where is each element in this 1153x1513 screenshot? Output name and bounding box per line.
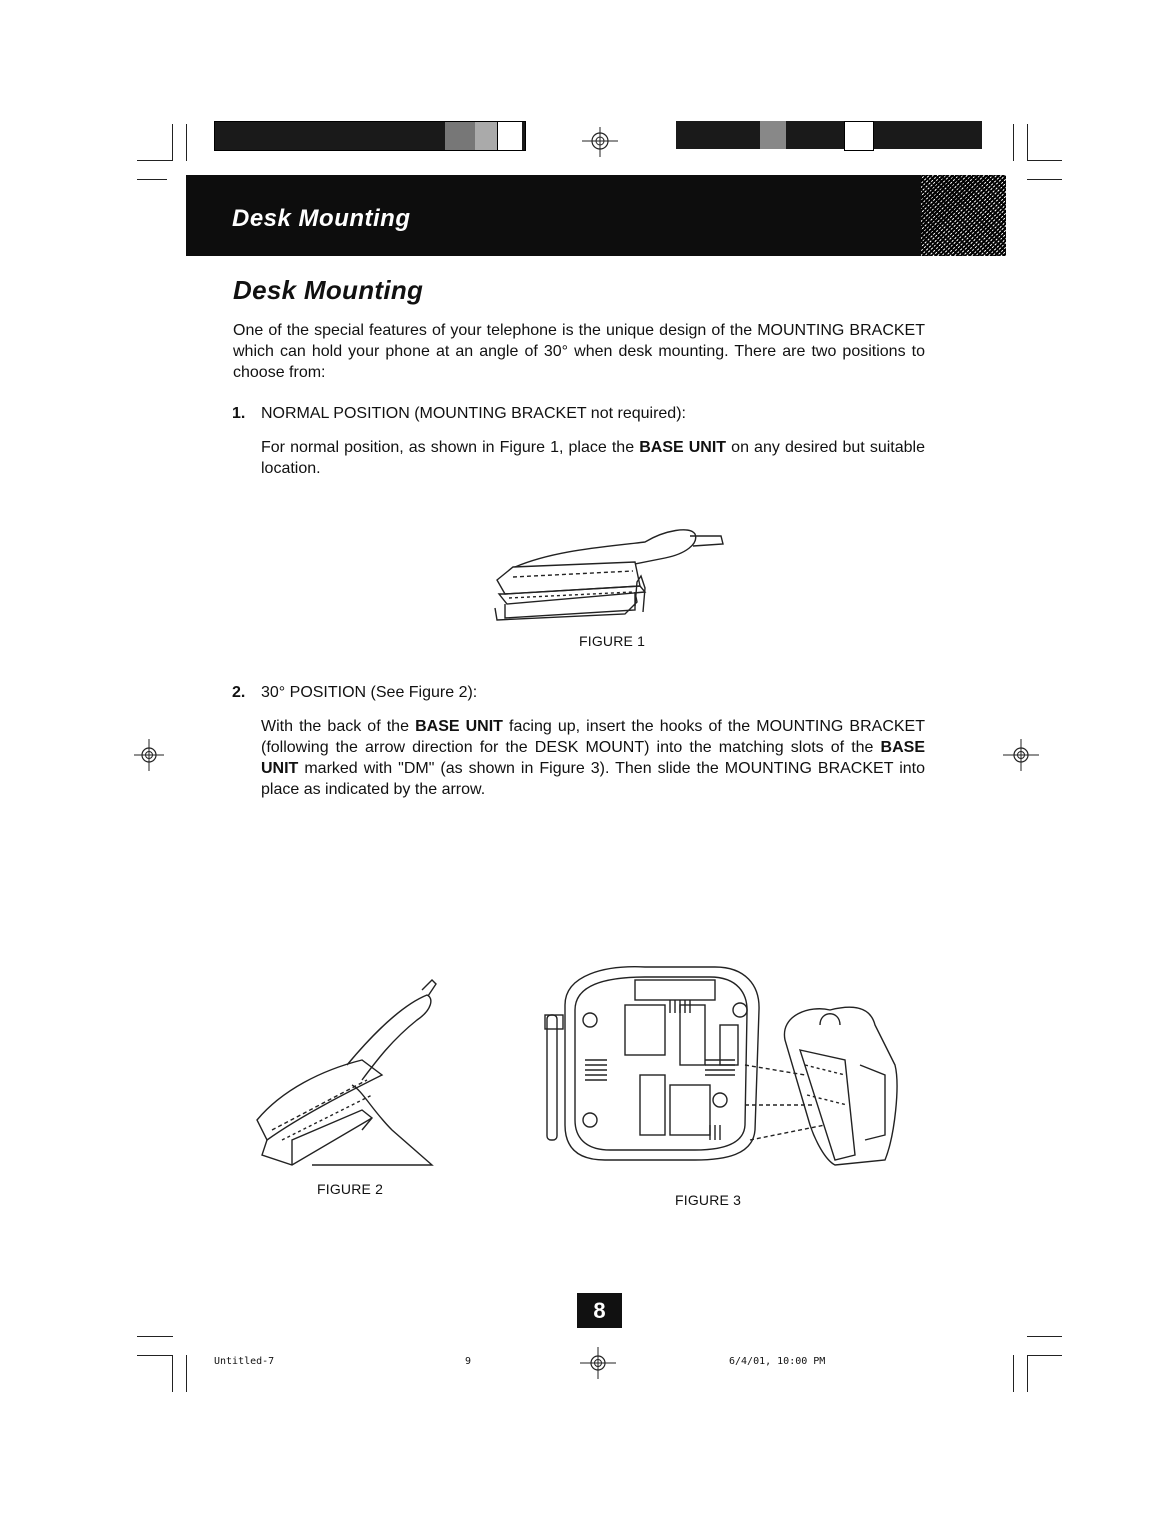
print-color-bar-right: [676, 121, 982, 149]
step-title: NORMAL POSITION (MOUNTING BRACKET not required):: [261, 405, 686, 422]
figure1-caption: FIGURE 1: [579, 633, 646, 649]
registration-mark-icon: [580, 1345, 616, 1381]
step1-paragraph: For normal position, as shown in Figure 1, place the BASE UNIT on any desired but suitable location.: [261, 439, 925, 477]
footer-filename: Untitled-7: [214, 1356, 275, 1367]
figure1-phone-illustration: [485, 522, 730, 627]
crop-mark: [1027, 1355, 1062, 1356]
footer-datetime: 6/4/01, 10:00 PM: [729, 1356, 826, 1367]
intro-paragraph: One of the special features of your telephone is the unique design of the MOUNTING BRACKET which can hold your phone at an angle of 30° when desk mounting. There are two positions to choose from:: [233, 322, 925, 381]
crop-mark: [137, 1336, 173, 1337]
step-number: 1.: [232, 405, 246, 422]
section-title: Desk Mounting: [233, 275, 424, 305]
crop-mark: [137, 1355, 173, 1356]
registration-mark-icon: [582, 123, 618, 159]
page-number: 8: [577, 1293, 622, 1328]
crop-mark: [1013, 124, 1014, 161]
crop-mark: [1027, 160, 1062, 161]
registration-mark-icon: [134, 737, 164, 773]
crop-mark: [172, 1355, 173, 1392]
crop-mark: [1027, 1355, 1028, 1392]
crop-mark: [1013, 1355, 1014, 1392]
step-title: 30° POSITION (See Figure 2):: [261, 684, 478, 701]
crop-mark: [186, 124, 187, 161]
figure2-phone-illustration: [252, 990, 442, 1170]
crop-mark: [137, 160, 173, 161]
footer-sheet-number: 9: [465, 1356, 472, 1367]
step-number: 2.: [232, 684, 246, 701]
step2-paragraph: With the back of the BASE UNIT facing up, insert the hooks of the MOUNTING BRACKET (following the arrow direction for the DESK MOUNT) into the matching slots of the BASE UNIT marked with "DM" (as shown in Figure 3). Then slide the MOUNTING BRACKET into place as indicated by the arrow.: [261, 718, 926, 798]
figure2-caption: FIGURE 2: [317, 1181, 384, 1197]
header-title: Desk Mounting: [232, 205, 411, 232]
figure3-caption: FIGURE 3: [675, 1192, 742, 1208]
crop-mark: [1027, 179, 1062, 180]
crop-mark: [1027, 1336, 1062, 1337]
registration-mark-icon: [1003, 737, 1039, 773]
crop-mark: [172, 124, 173, 161]
header-band: [186, 175, 1006, 256]
header-texture: [921, 175, 1006, 256]
crop-mark: [1027, 124, 1028, 161]
figure3-base-unit-illustration: [545, 965, 900, 1165]
crop-mark: [186, 1355, 187, 1392]
print-color-bar-left: [214, 121, 526, 151]
crop-mark: [137, 179, 167, 180]
